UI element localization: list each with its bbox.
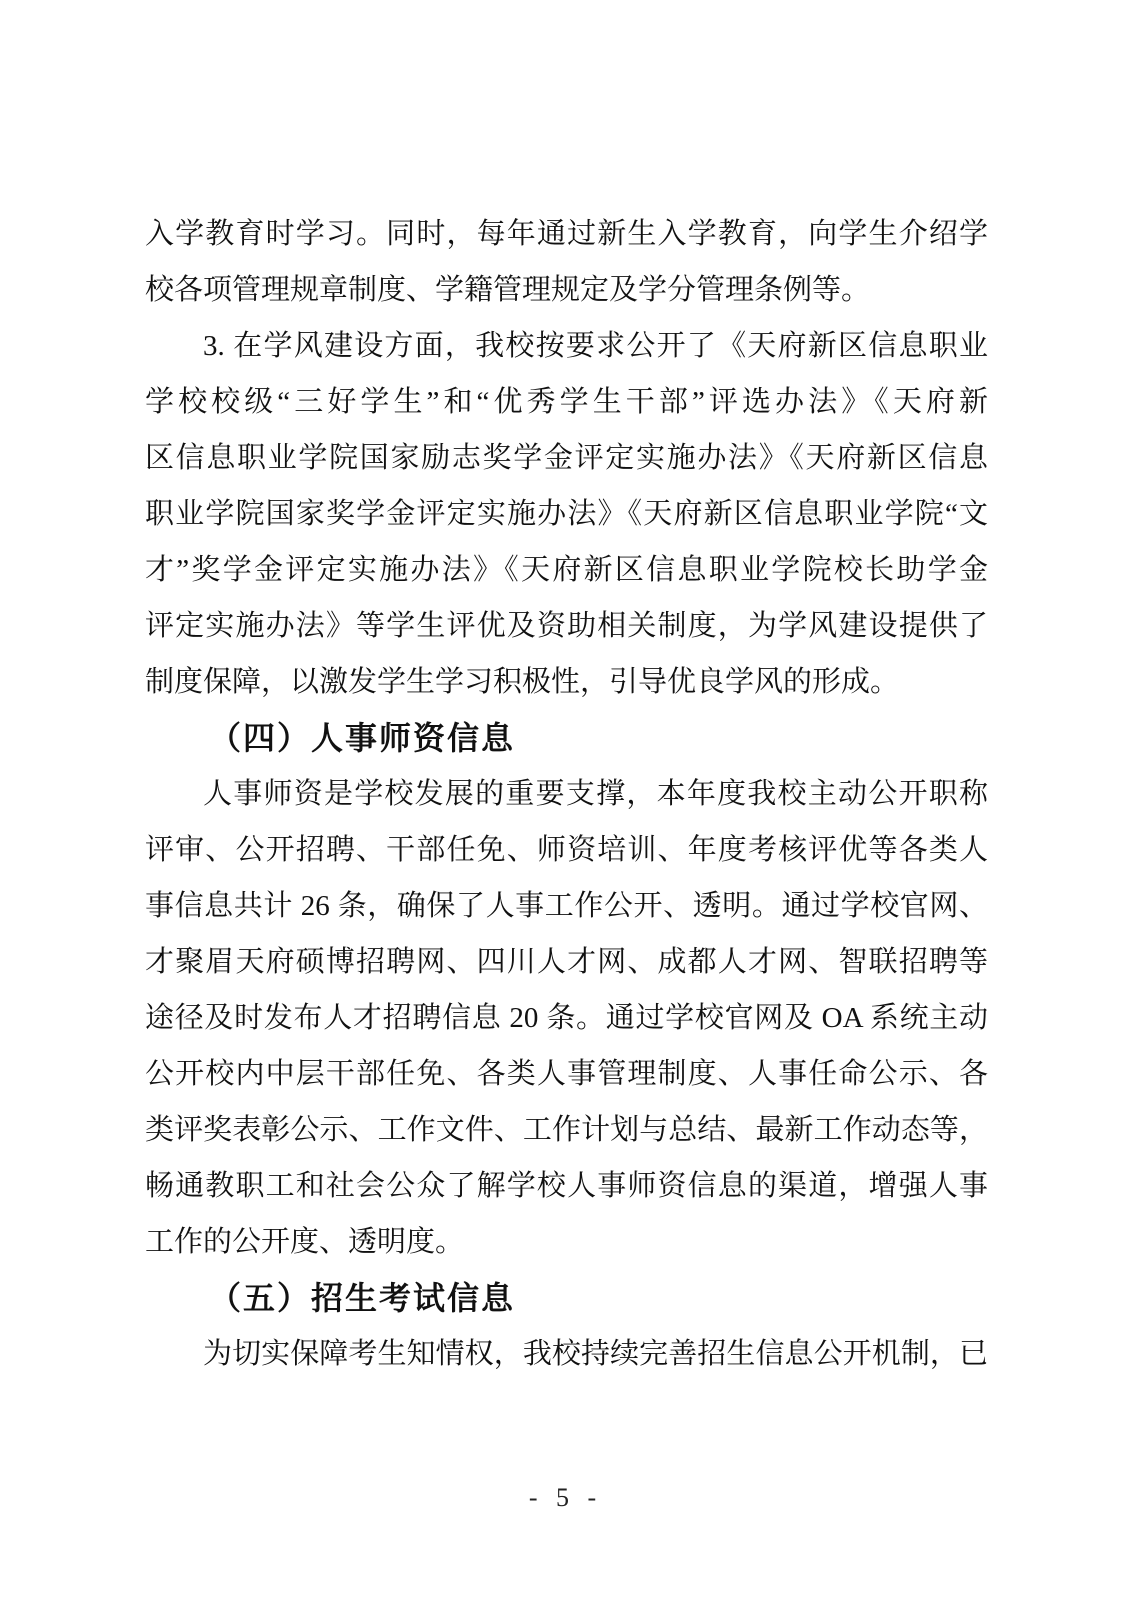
section-heading [145,710,988,766]
text-line: 畅通教职工和社会公众了解学校人事师资信息的渠道，增强人事 [145,1170,988,1202]
page-footer [0,1480,1131,1516]
paragraph [145,1326,988,1382]
text-line: 公开校内中层干部任免、各类人事管理制度、人事任命公示、各 [145,1058,988,1090]
page-number: - 5 - [528,1483,603,1512]
text-line: 评定实施办法》等学生评优及资助相关制度，为学风建设提供了 [145,610,988,642]
text-line: 学校校级“三好学生”和“优秀学生干部”评选办法》《天府新 [145,386,988,418]
heading-line: （四）人事师资信息 [209,720,516,756]
text-line: 工作的公开度、透明度。 [145,1226,465,1258]
text-line: 评审、公开招聘、干部任免、师资培训、年度考核评优等各类人 [145,834,988,866]
text-line: 途径及时发布人才招聘信息 20 条。通过学校官网及 OA 系统主动 [145,1002,988,1034]
paragraph [145,206,988,318]
document-body [145,206,988,1382]
text-line: 为切实保障考生知情权，我校持续完善招生信息公开机制，已 [203,1338,988,1370]
text-line: 才”奖学金评定实施办法》《天府新区信息职业学院校长助学金 [145,554,988,586]
text-line: 类评奖表彰公示、工作文件、工作计划与总结、最新工作动态等， [145,1114,988,1146]
text-line: 区信息职业学院国家励志奖学金评定实施办法》《天府新区信息 [145,442,988,474]
text-line: 人事师资是学校发展的重要支撑，本年度我校主动公开职称 [203,778,988,810]
heading-line: （五）招生考试信息 [209,1280,516,1316]
text-line: 入学教育时学习。同时，每年通过新生入学教育，向学生介绍学 [145,218,988,250]
paragraph [145,766,988,1270]
paragraph [145,318,988,710]
section-heading [145,1270,988,1326]
text-line: 才聚眉天府硕博招聘网、四川人才网、成都人才网、智联招聘等 [145,946,988,978]
text-line: 校各项管理规章制度、学籍管理规定及学分管理条例等。 [145,274,871,306]
text-line: 制度保障，以激发学生学习积极性，引导优良学风的形成。 [145,666,900,698]
text-line: 3. 在学风建设方面，我校按要求公开了《天府新区信息职业 [203,330,988,362]
text-line: 事信息共计 26 条，确保了人事工作公开、透明。通过学校官网、 [145,890,988,922]
text-line: 职业学院国家奖学金评定实施办法》《天府新区信息职业学院“文 [145,498,988,530]
